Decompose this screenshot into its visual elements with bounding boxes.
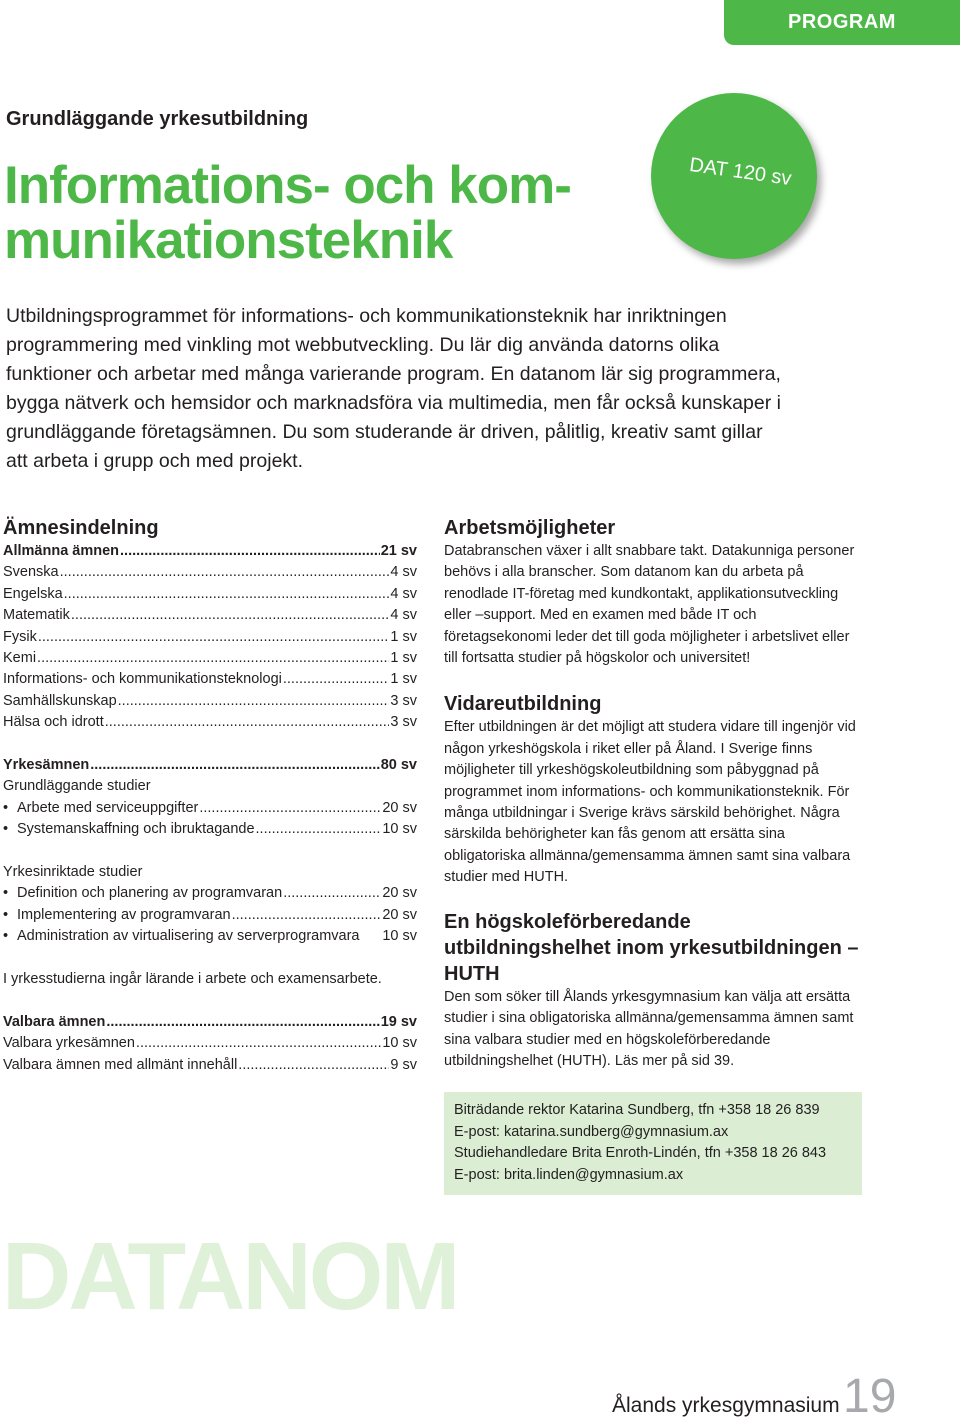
page-title xyxy=(4,158,644,268)
datanom-watermark: DATANOM xyxy=(2,1223,458,1330)
info-column xyxy=(444,515,862,1195)
subject-row: Valbara ämnen med allmänt innehåll ..... 9 sv xyxy=(3,1055,417,1076)
subject-row: Hälsa och idrott ..... 3 sv xyxy=(3,712,417,733)
huth-text: Den som söker till Ålands yrkesgymnasium kan välja att ersätta studier i sina obligatoriska allmänna/gemensamma ämnen samt sina valbara studier med en högskoleförberedande utbildningshelhet (HUTH). Läs mer på sid 39. xyxy=(444,988,854,1069)
program-tab xyxy=(724,0,960,45)
credits-badge xyxy=(651,93,817,259)
contact-box xyxy=(444,1092,862,1195)
subject-row: Fysik ..... 1 sv xyxy=(3,627,417,648)
vocational-note: I yrkesstudierna ingår lärande i arbete och examensarbete. xyxy=(3,971,382,988)
subject-group-vocational: Yrkesämnen ..... 80 sv xyxy=(3,755,417,776)
page-title-line-2: munikationsteknik xyxy=(4,211,453,270)
huth-heading: En högskoleförberedande utbildningshelhet inom yrkesutbildningen – HUTH xyxy=(444,910,859,985)
subject-row: Engelska ..... 4 sv xyxy=(3,584,417,605)
jobs-section xyxy=(444,515,862,669)
intro-paragraph: Utbildningsprogrammet för informations- och kommunikationsteknik har inriktningen programmering med vinkling mot webbutveckling. Du lär dig använda datorns olika funktioner och arbetar med många varierande program. En datanom lär sig programmera, bygga nätverk och hemsidor och marknadsföra via multimedia, men får också kunskaper i grundläggande företagsämnen. Du som studerande är driven, pålitlig, kreativ samt gillar att arbeta i grupp och med projekt. xyxy=(6,305,781,472)
subject-row: Valbara yrkesämnen ..... 10 sv xyxy=(3,1033,417,1054)
oriented-studies-heading: Yrkesinriktade studier xyxy=(3,864,143,881)
basic-studies-heading: Grundläggande studier xyxy=(3,778,151,795)
jobs-heading: Arbetsmöjligheter xyxy=(444,517,616,539)
page-number: 19 xyxy=(843,1370,897,1422)
subject-row: • Administration av virtualisering av serverprogramvara 10 sv xyxy=(3,926,417,947)
subjects-heading: Ämnesindelning xyxy=(3,517,159,539)
contact-line: Biträdande rektor Katarina Sundberg, tfn +358 18 26 839 xyxy=(454,1102,820,1119)
page-title-line-1: Informations- och kom- xyxy=(4,156,571,215)
further-education-heading: Vidareutbildning xyxy=(444,693,602,716)
subject-group-elective: Valbara ämnen ..... 19 sv xyxy=(3,1012,417,1033)
subject-row: Samhällskunskap ..... 3 sv xyxy=(3,691,417,712)
further-education-text: Efter utbildningen är det möjligt att studera vidare till ingenjör vid någon yrkeshögskola i riket eller på Åland. I Sverige finns möjligheter till yrkeshögskoleutbildning som påbyggnad på programmet inom informations- och kommunikationsteknik. För många utbildningar i Sverige krävs särskild behörighet. Några särskilda behörigheter kan fås genom att ersätta sina obligatoriska allmänna/gemensamma ämnen samt sina valbara studier med HUTH. xyxy=(444,719,856,886)
program-tab-label: PROGRAM xyxy=(788,11,896,33)
contact-email-link[interactable]: E-post: brita.linden@gymnasium.ax xyxy=(454,1166,684,1183)
subjects-section xyxy=(3,515,417,1076)
subject-row: Kemi ..... 1 sv xyxy=(3,648,417,669)
subject-row: • Arbete med serviceuppgifter ..... 20 sv xyxy=(3,798,417,819)
subject-row: Informations- och kommunikationsteknologi ..... 1 sv xyxy=(3,669,417,690)
footer-school-name: Ålands yrkesgymnasium xyxy=(612,1394,840,1417)
subject-row: • Systemanskaffning och ibruktagande ..... 10 sv xyxy=(3,819,417,840)
contact-email-link[interactable]: E-post: katarina.sundberg@gymnasium.ax xyxy=(454,1123,729,1140)
jobs-text: Databranschen växer i allt snabbare takt. Datakunniga personer behövs i alla branscher. Som datanom kan du arbeta på renodlade IT-företag med kundkontakt, applikationsutveckling eller –support. Med en examen med både IT och företagsekonomi leder det till goda möjligheter i arbetslivet eller till fortsatta studier på högskolor och universitet! xyxy=(444,543,855,667)
page-kicker: Grundläggande yrkesutbildning xyxy=(6,108,309,130)
subject-group-general: Allmänna ämnen ..... 21 sv xyxy=(3,541,417,562)
subject-row: Svenska ..... 4 sv xyxy=(3,562,417,583)
credits-badge-text: DAT 120 sv xyxy=(688,153,793,191)
contact-line: Studiehandledare Brita Enroth-Lindén, tfn +358 18 26 843 xyxy=(454,1145,827,1162)
subject-row: • Implementering av programvaran ..... 20 sv xyxy=(3,905,417,926)
subject-row: • Definition och planering av programvaran ..... 20 sv xyxy=(3,883,417,904)
further-education-section xyxy=(444,691,862,888)
huth-section xyxy=(444,909,862,1073)
subject-row: Matematik ..... 4 sv xyxy=(3,605,417,626)
